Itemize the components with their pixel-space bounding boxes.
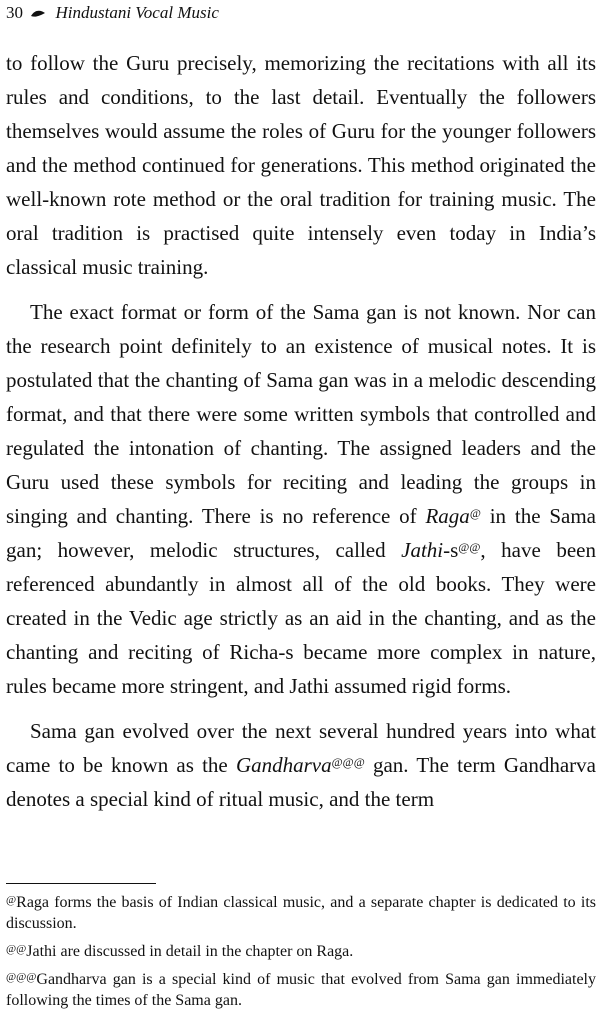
footnote-mark: @@@ xyxy=(6,971,37,983)
paragraph-3-text-a: Sama gan evolved over the next several hundred years into what came to be known as the xyxy=(6,719,596,777)
book-title: Hindustani Vocal Music xyxy=(55,3,219,22)
footnote-2 xyxy=(6,941,596,962)
term-jathi: Jathi xyxy=(401,538,444,562)
footnote-text: Gandharva gan is a special kind of music that evolved from Sama gan immediately following the times of the Sama gan. xyxy=(6,971,596,1009)
main-text xyxy=(6,46,596,827)
footnote-3 xyxy=(6,969,596,1011)
footnote-mark: @ xyxy=(6,894,17,906)
paragraph-3 xyxy=(6,714,596,816)
footnote-text: Raga forms the basis of Indian classical music, and a separate chapter is dedicated to its discussion. xyxy=(6,894,596,932)
leaf-ornament-icon xyxy=(31,10,45,18)
paragraph-2-text-a: The exact format or form of the Sama gan is not known. Nor can the research point definitely to an existence of musical notes. It is postulated that the chanting of Sama gan was in a melodic descending format, and that there were some written symbols that controlled and regulated the intonation of chanting. The assigned leaders and the Guru used these symbols for reciting and leading the groups in singing and chanting. There is no reference of xyxy=(6,300,596,528)
term-raga: Raga xyxy=(425,504,470,528)
footnote-mark: @@ xyxy=(6,943,27,955)
term-gandharva: Gandharva xyxy=(235,753,332,777)
term-jathi-suffix: -s xyxy=(443,538,459,562)
paragraph-3-text-b: gan. The term Gandharva denotes a special kind of ritual music, and the term xyxy=(6,753,596,811)
paragraph-2 xyxy=(6,295,596,703)
footnote-ref-2: @@ xyxy=(458,540,481,554)
footnote-1 xyxy=(6,892,596,934)
footnote-divider xyxy=(6,883,156,884)
footnote-ref-3: @@@ xyxy=(331,755,365,769)
paragraph-2-text-c: , have been referenced abundantly in almost all of the old books. They were created in the Vedic age strictly as an aid in the chanting, and as the chanting and reciting of Richa-s became more complex in nature, rules became more stringent, and Jathi assumed rigid forms. xyxy=(6,538,596,698)
paragraph-1: to follow the Guru precisely, memorizing the recitations with all its rules and conditions, to the last detail. Eventually the followers themselves would assume the roles of Guru for the younger followers and the method continued for generations. This method originated the well-known rote method or the oral tradition for training music. The oral tradition is practised quite intensely even today in India’s classical music training. xyxy=(6,51,596,279)
footnotes xyxy=(6,892,596,1018)
running-head xyxy=(6,2,219,24)
footnote-ref-1: @ xyxy=(469,506,481,520)
footnote-text: Jathi are discussed in detail in the chapter on Raga. xyxy=(26,943,354,960)
paragraph-2-text-b: in the Sama gan; however, melodic structures, called xyxy=(6,504,596,562)
page-number: 30 xyxy=(6,3,23,22)
